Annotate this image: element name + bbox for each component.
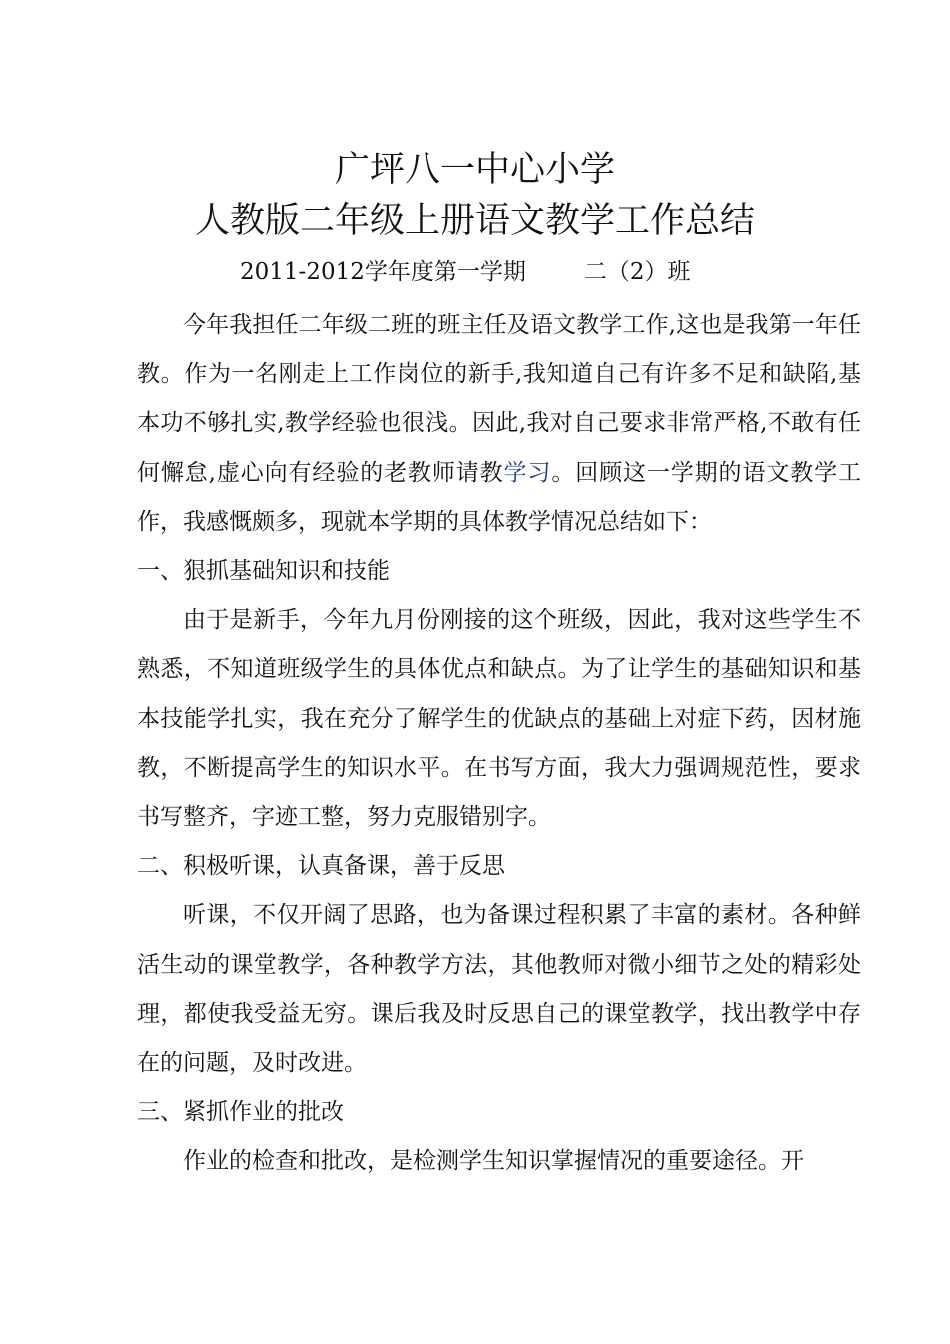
intro-paragraph bbox=[137, 301, 861, 547]
document-title: 人教版二年级上册语文教学工作总结 bbox=[194, 201, 755, 241]
class-label: 二（2）班 bbox=[583, 259, 691, 285]
section-paragraph-1: 由于是新手，今年九月份刚接的这个班级，因此，我对这些学生不熟悉，不知道班级学生的具体优点和缺点。为了让学生的基础知识和基本技能学扎实，我在充分了解学生的优缺点的基础上对症下药，因材施教，不断提高学生的知识水平。在书写方面，我大力强调规范性，要求书写整齐，字迹工整，努力克服错别字。 bbox=[137, 607, 861, 831]
study-link[interactable]: 学习 bbox=[503, 459, 552, 486]
section-paragraph-3: 作业的检查和批改，是检测学生知识掌握情况的重要途径。开 bbox=[183, 1148, 804, 1175]
section-heading-3: 三、紧抓作业的批改 bbox=[137, 1099, 344, 1126]
intro-text-before-link: 今年我担任二年级二班的班主任及语文教学工作,这也是我第一年任教。作为一名刚走上工作岗位的新手,我知道自己有许多不足和缺陷,基本功不够扎实,教学经验也很浅。因此,我对自己要求非常严格,不敢有任何懈怠,虚心向有经验的老教师请教 bbox=[137, 312, 861, 486]
term-label: 2011-2012学年度第一学期 bbox=[240, 259, 526, 285]
document-body bbox=[137, 301, 861, 1187]
document-subtitle bbox=[240, 257, 690, 287]
section-paragraph-2: 听课，不仅开阔了思路，也为备课过程积累了丰富的素材。各种鲜活生动的课堂教学，各种教学方法，其他教师对微小细节之处的精彩处理，都使我受益无穷。课后我及时反思自己的课堂教学，找出教学中存在的问题，及时改进。 bbox=[137, 902, 861, 1077]
section-heading-2: 二、积极听课，认真备课，善于反思 bbox=[137, 853, 505, 880]
section-heading-1: 一、狠抓基础知识和技能 bbox=[137, 558, 390, 585]
intro-text-after-link: 。回顾这一学期的语文教学工作，我感慨颇多，现就本学期的具体教学情况总结如下： bbox=[137, 459, 862, 535]
school-name: 广坪八一中心小学 bbox=[334, 150, 615, 190]
